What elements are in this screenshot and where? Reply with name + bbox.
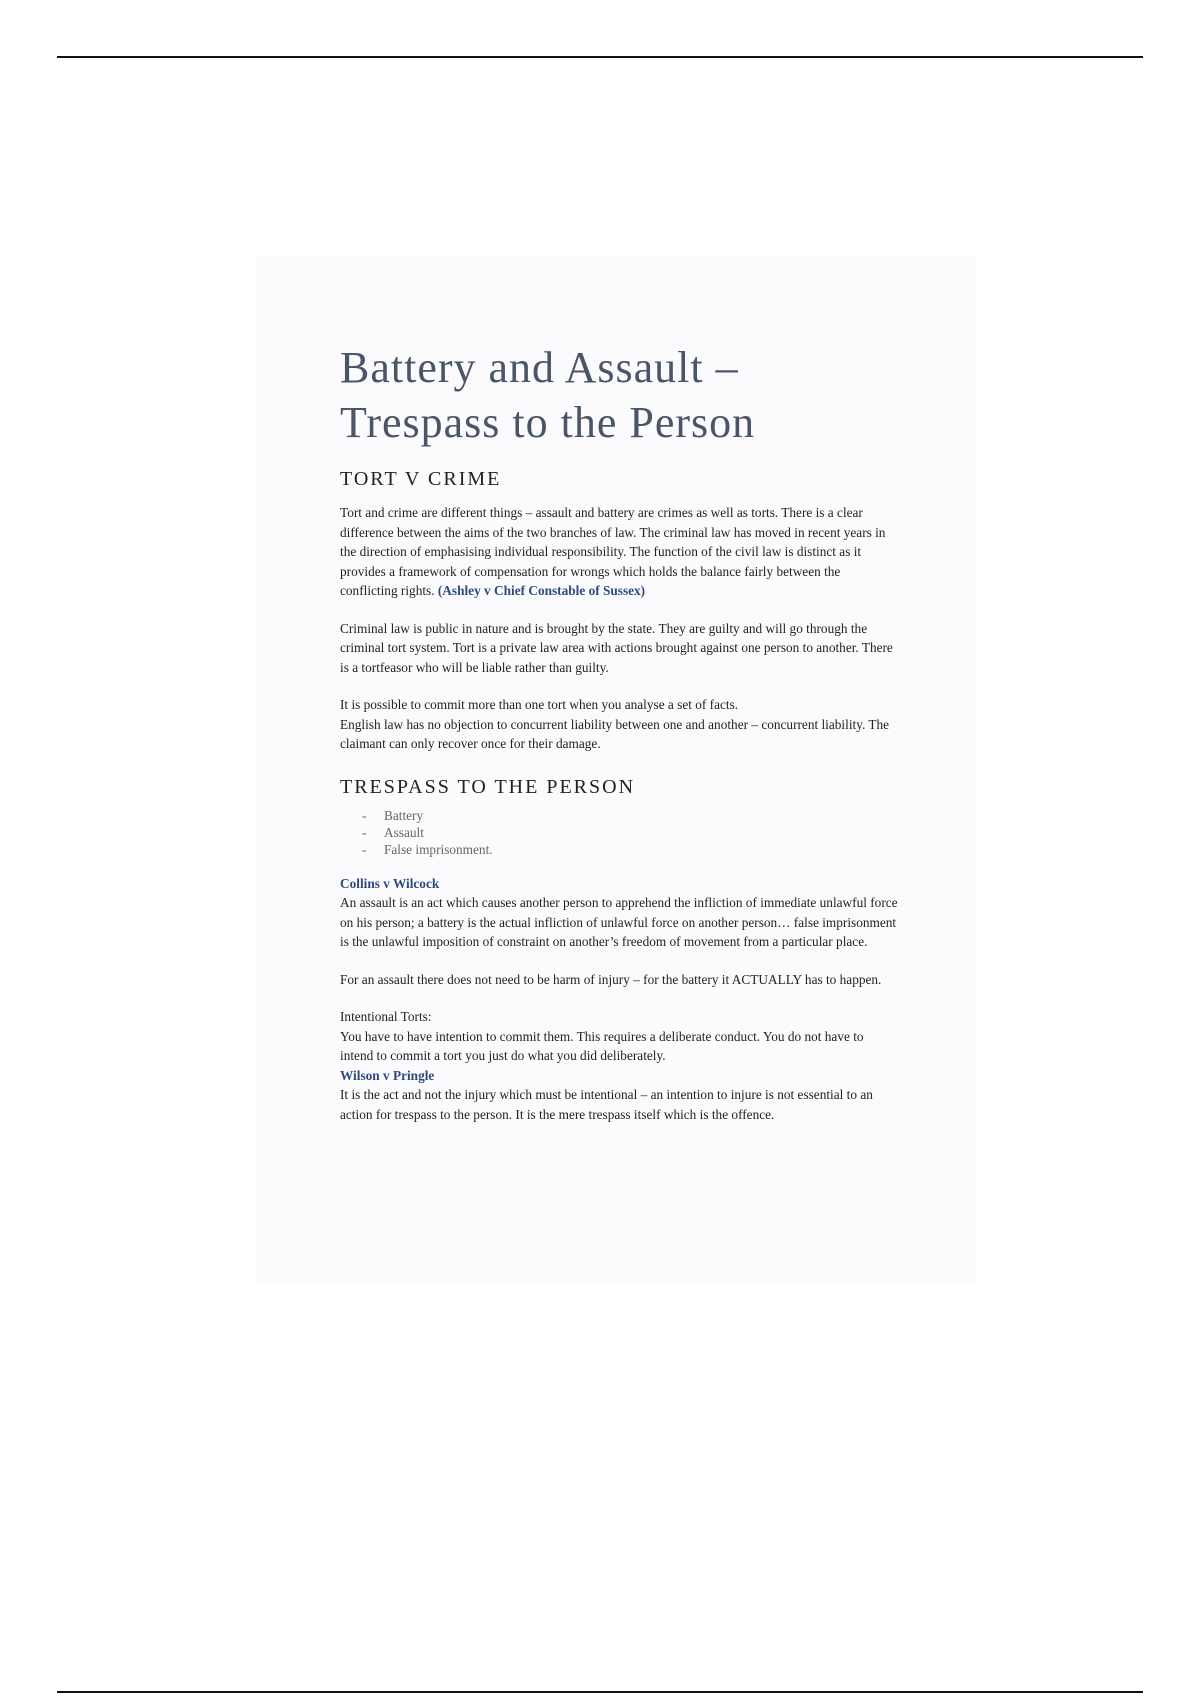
paragraph-wilson: It is the act and not the injury which must be intentional – an intention to injure is not essential to an action for trespass to the person. It is the mere trespass itself which is the offence. (340, 1087, 873, 1122)
list-item: - False imprisonment. (362, 841, 493, 857)
top-rule (57, 56, 1143, 58)
paragraph-concurrent-liability (340, 695, 900, 754)
title-line-2: Trespass to the Person (340, 398, 756, 447)
paragraph-line: English law has no objection to concurrent liability between one and another – concurrent liability. The claimant can only recover once for their damage. (340, 716, 890, 751)
case-heading-collins: Collins v Wilcock (340, 875, 440, 891)
paragraph-text: Tort and crime are different things – assault and battery are crimes as well as torts. There is a clear difference between the aims of the two branches of law. The criminal law has moved in recent years in the direction of emphasising individual responsibility. The function of the civil law is distinct as it provides a framework of compensation for wrongs which holds the balance fairly between the conflicting rights. (340, 505, 886, 598)
title-line-1: Battery and Assault – (340, 343, 739, 392)
trespass-list (362, 807, 900, 858)
list-item: - Assault (362, 824, 424, 840)
case-heading-wilson: Wilson v Pringle (340, 1067, 435, 1083)
intentional-torts-label: Intentional Torts: (340, 1009, 432, 1024)
paragraph-intentional: You have to have intention to commit them. This requires a deliberate conduct. You do not have to intend to commit a tort you just do what you did deliberately. (340, 1028, 864, 1063)
section-heading-trespass: TRESPASS TO THE PERSON (340, 775, 636, 798)
section-heading-tort-v-crime: TORT V CRIME (340, 468, 502, 490)
list-marker: - (362, 841, 367, 857)
paragraph-criminal-law: Criminal law is public in nature and is brought by the state. They are guilty and will go through the criminal tort system. Tort is a private law area with actions brought against one person to another. There is a tortfeasor who will be liable rather than guilty. (340, 620, 893, 675)
paragraph-harm: For an assault there does not need to be harm of injury – for the battery it ACTUALLY has to happen. (340, 971, 882, 987)
list-item: - Battery (362, 807, 424, 823)
paragraph-collins: An assault is an act which causes another person to apprehend the infliction of immediate unlawful force on his person; a battery is the actual infliction of unlawful force on another person… false imprisonment is the unlawful imposition of constraint on another’s freedom of movement from a particular place. (340, 895, 898, 949)
document-content (340, 340, 900, 1124)
page-title (340, 340, 900, 450)
paragraph-line: It is possible to commit more than one tort when you analyse a set of facts. (340, 697, 739, 712)
case-citation-ashley: (Ashley v Chief Constable of Sussex) (437, 583, 646, 598)
list-marker: - (362, 807, 367, 823)
list-marker: - (362, 824, 367, 840)
paragraph-tort-and-crime (340, 503, 900, 601)
bottom-rule (57, 1691, 1143, 1693)
